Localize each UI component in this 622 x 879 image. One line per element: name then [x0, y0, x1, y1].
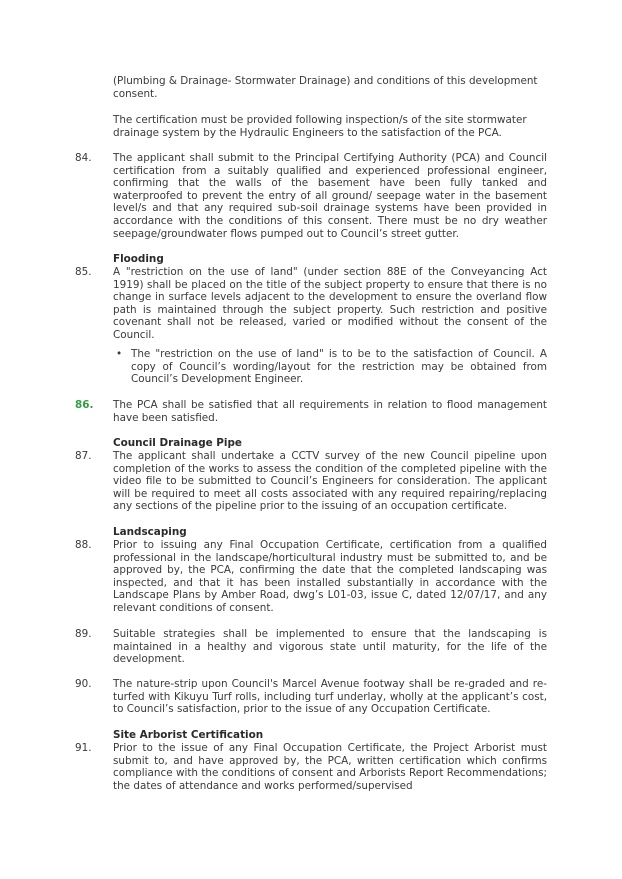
clause-number-89: 89. [75, 628, 92, 640]
clause-number-86: 86. [75, 399, 94, 411]
clause-85-bullet: The "restriction on the use of land" is to be to the satisfaction of Council. A copy of Council’s wording/layout for the restriction may be obtained from Council’s Development Engineer. [131, 348, 547, 386]
intro-paragraph-2: The certification must be provided following inspection/s of the site stormwater drainage system by the Hydraulic Engineers to the satisfaction of the PCA. [113, 114, 527, 139]
clause-text-87: The applicant shall undertake a CCTV survey of the new Council pipeline upon completion of the works to assess the condition of the completed pipeline with the video file to be submitted to Council’s Engineers for consideration. The applicant will be required to meet all costs associated with any required repairing/replacing any sections of the pipeline prior to the issuing of an occupation certificate. [113, 450, 547, 513]
section-heading-council-drainage-pipe: Council Drainage Pipe [113, 437, 242, 449]
section-heading-landscaping: Landscaping [113, 526, 187, 538]
bullet-marker: • [116, 348, 123, 360]
clause-number-91: 91. [75, 742, 92, 754]
intro-paragraph-1: (Plumbing & Drainage- Stormwater Drainage) and conditions of this development consent. [113, 75, 538, 100]
clause-text-91: Prior to the issue of any Final Occupation Certificate, the Project Arborist must submit to, and have approved by, the PCA, written certification which confirms compliance with the conditions of consent and Arborists Report Recommendations; the dates of attendance and works performed/supervised [113, 742, 547, 792]
clause-text-89: Suitable strategies shall be implemented to ensure that the landscaping is maintained in a healthy and vigorous state until maturity, for the life of the development. [113, 628, 547, 666]
clause-number-85: 85. [75, 266, 92, 278]
clause-text-88: Prior to issuing any Final Occupation Certificate, certification from a qualified professional in the landscape/horticultural industry must be submitted to, and be approved by, the PCA, confirming the date that the completed landscaping was inspected, and that it has been installed substantially in accordance with the Landscape Plans by Amber Road, dwg’s L01-03, issue C, dated 12/07/17, and any relevant conditions of consent. [113, 539, 547, 614]
section-heading-flooding: Flooding [113, 253, 164, 265]
clause-text-90: The nature-strip upon Council's Marcel Avenue footway shall be re-graded and re-turfed with Kikuyu Turf rolls, including turf underlay, wholly at the applicant’s cost, to Council’s satisfaction, prior to the issue of any Occupation Certificate. [113, 678, 547, 716]
clause-number-84: 84. [75, 152, 92, 164]
clause-text-86: The PCA shall be satisfied that all requirements in relation to flood management have been satisfied. [113, 399, 547, 424]
section-heading-site-arborist-certification: Site Arborist Certification [113, 729, 264, 741]
clause-number-87: 87. [75, 450, 92, 462]
clause-text-85: A "restriction on the use of land" (under section 88E of the Conveyancing Act 1919) shall be placed on the title of the subject property to ensure that there is no change in surface levels adjacent to the development to ensure the overland flow path is maintained through the subject property. Such restriction and positive covenant shall not be released, varied or modified without the consent of the Council. [113, 266, 547, 341]
clause-text-84: The applicant shall submit to the Principal Certifying Authority (PCA) and Council certification from a suitably qualified and experienced professional engineer, confirming that the walls of the basement have been fully tanked and waterproofed to prevent the entry of all ground/ seepage water in the basement level/s and that any required sub-soil drainage systems have been provided in accordance with the conditions of this consent. There must be no dry weather seepage/groundwater flows pumped out to Council’s street gutter. [113, 152, 547, 240]
clause-number-88: 88. [75, 539, 92, 551]
clause-number-90: 90. [75, 678, 92, 690]
